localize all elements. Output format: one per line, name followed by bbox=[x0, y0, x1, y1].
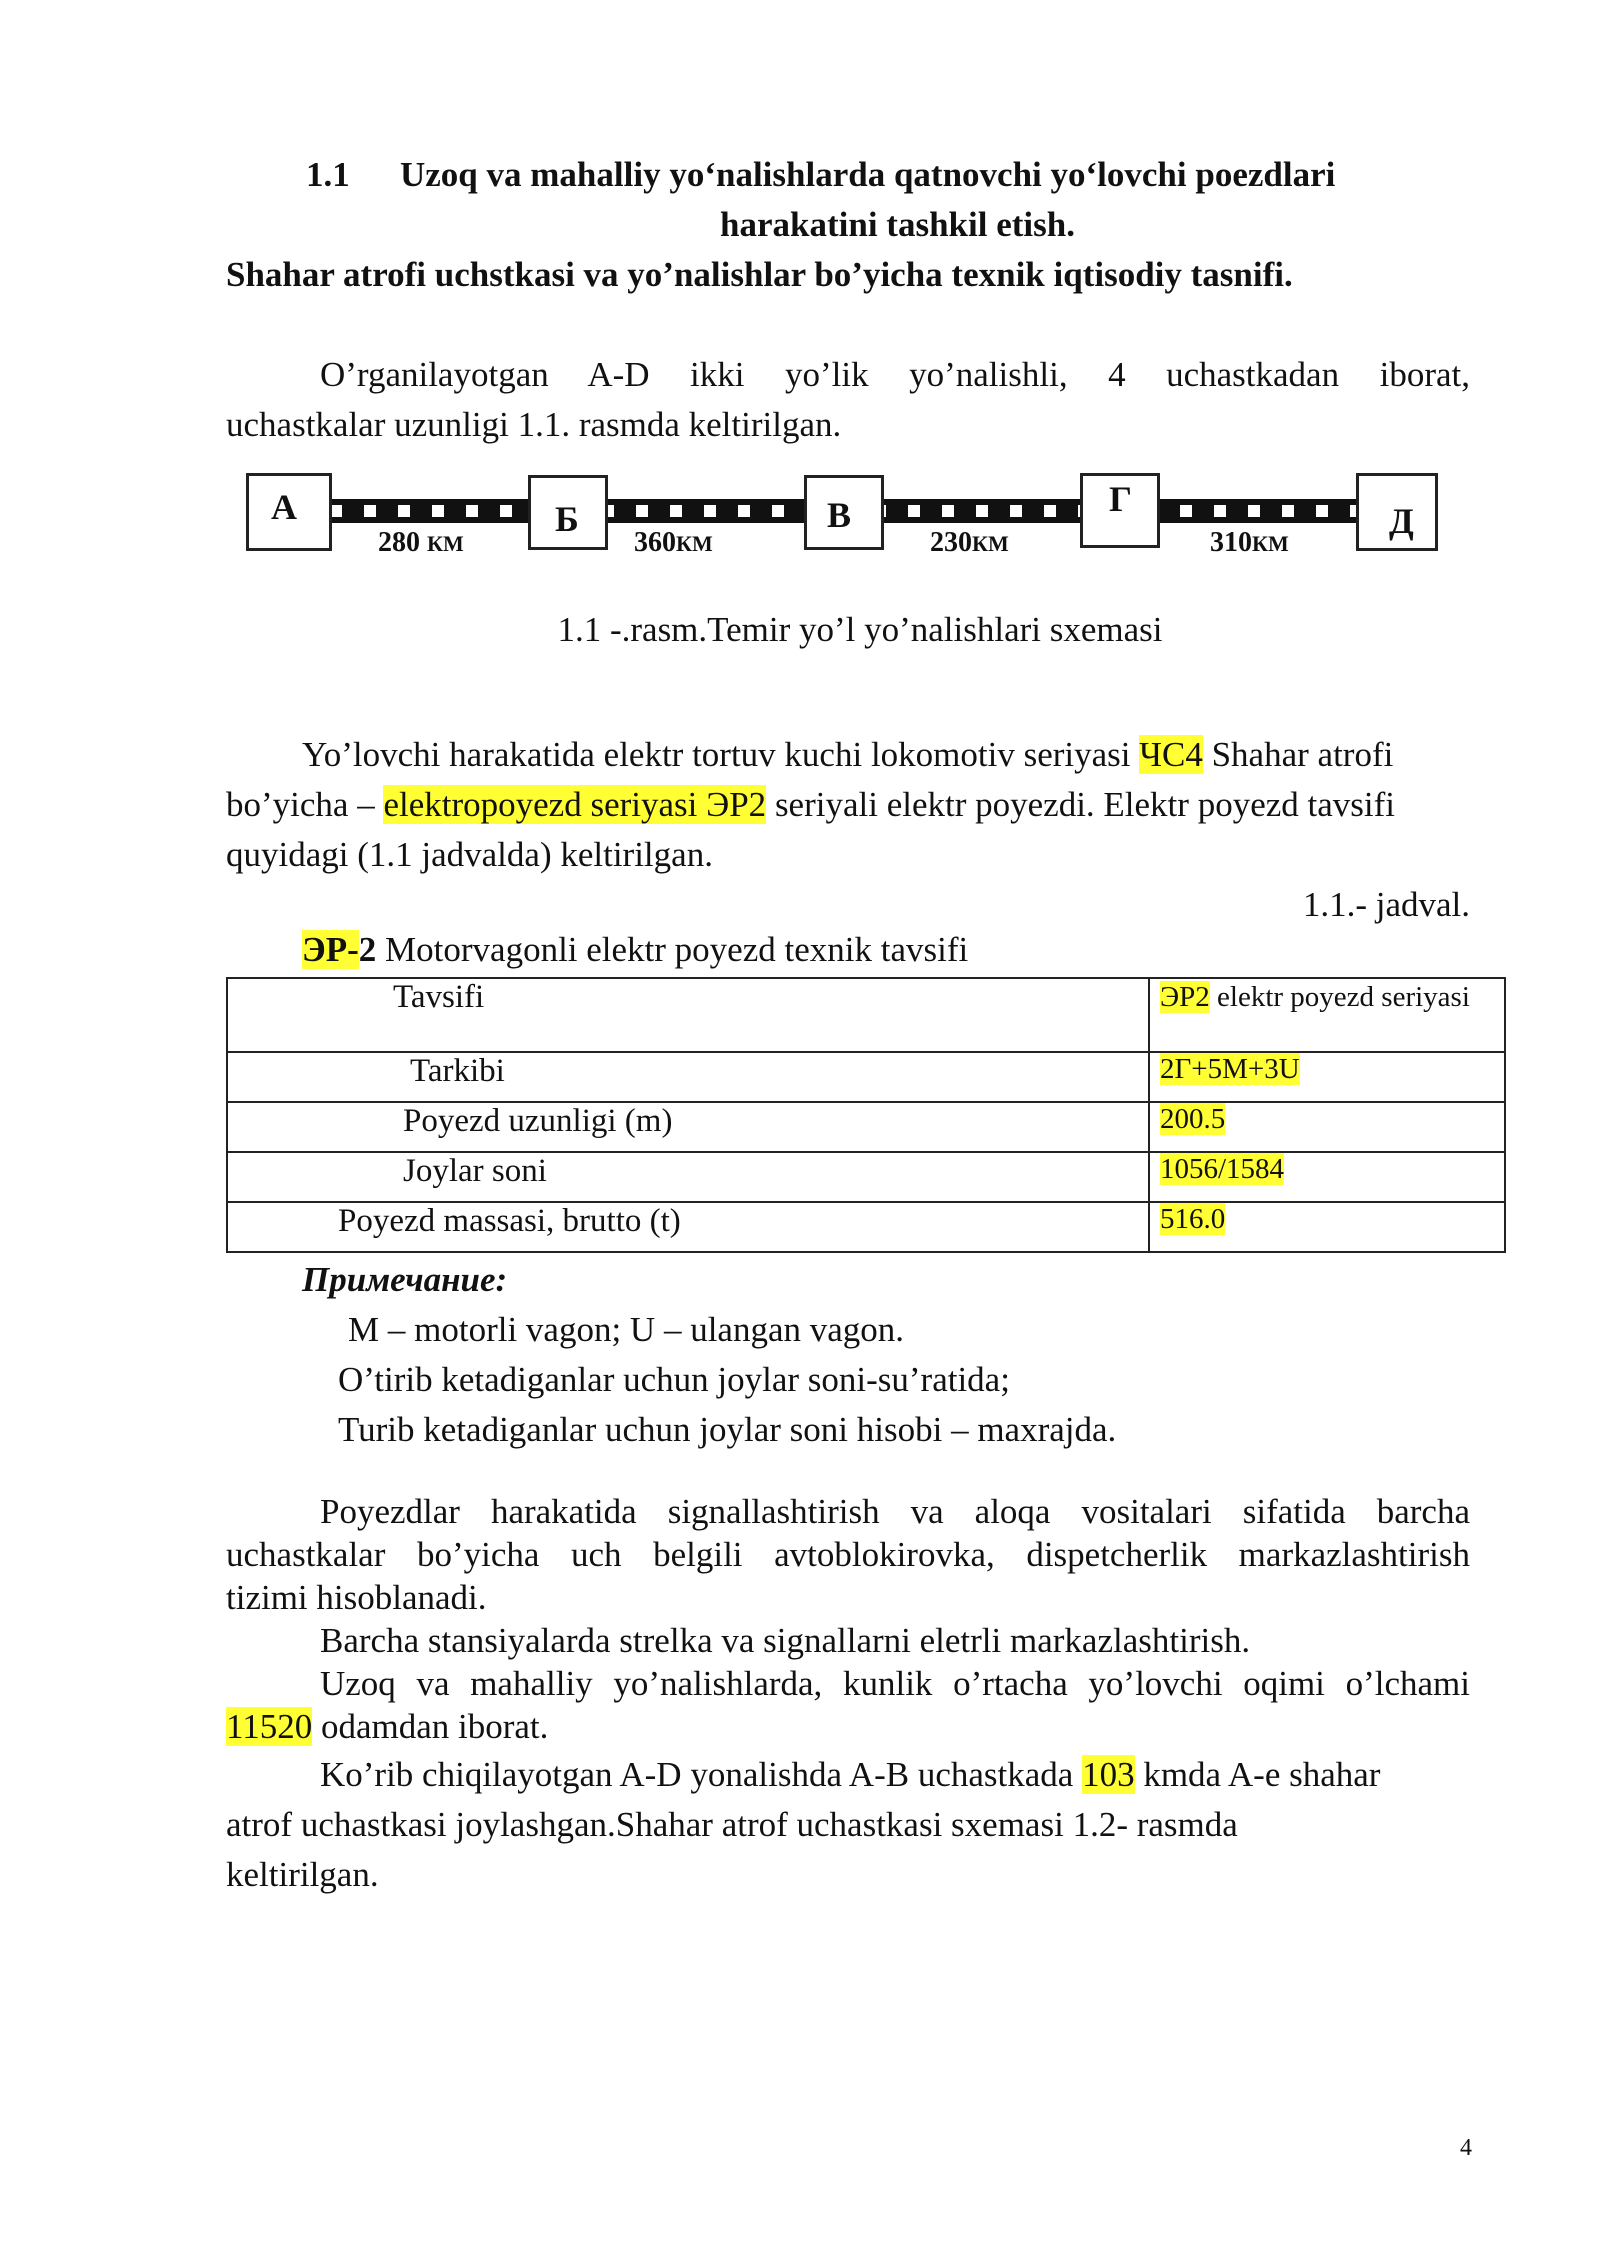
para3-line8: atrof uchastkasi joylashgan.Shahar atrof uchastkasi sxemasi 1.2- rasmda bbox=[226, 1805, 1238, 1844]
table-cell-label: Tarkibi bbox=[227, 1052, 1149, 1102]
section-number: 1.1 bbox=[306, 155, 350, 194]
para3-line6: 11520 odamdan iborat. bbox=[226, 1707, 549, 1746]
table-row bbox=[227, 1152, 1505, 1202]
station-b-box bbox=[528, 475, 608, 550]
track-segment bbox=[884, 499, 1080, 523]
track-segment bbox=[608, 499, 804, 523]
section-subtitle: Shahar atrofi uchstkasi va yo’nalishlar bo’yicha texnik iqtisodiy tasnifi. bbox=[226, 255, 1293, 294]
segment-length: 360КМ bbox=[634, 527, 713, 558]
para3-line3: tizimi hisoblanadi. bbox=[226, 1578, 487, 1617]
segment-length: 310КМ bbox=[1210, 527, 1289, 558]
section-title-line1: Uzoq va mahalliy yo‘nalishlarda qatnovchi yo‘lovchi poezdlari bbox=[400, 155, 1336, 194]
intro-line2: uchastkalar uzunligi 1.1. rasmda keltirilgan. bbox=[226, 405, 842, 444]
station-g-label: Г bbox=[1109, 479, 1132, 519]
station-b-label: Б bbox=[555, 499, 579, 539]
para3-line5: Uzoq va mahalliy yo’nalishlarda, kunlik o’rtacha yo’lovchi oqimi o’lchami bbox=[320, 1664, 1470, 1703]
track-segment bbox=[1160, 499, 1356, 523]
para2-line1: Yo’lovchi harakatida elektr tortuv kuchi lokomotiv seriyasi ЧС4 Shahar atrofi bbox=[302, 735, 1394, 774]
para2-line2: bo’yicha – elektropoyezd seriyasi ЭР2 seriyali elektr poyezdi. Elektr poyezd tavsifi bbox=[226, 785, 1395, 824]
table-number: 1.1.- jadval. bbox=[1302, 885, 1470, 924]
note-line1: M – motorli vagon; U – ulangan vagon. bbox=[348, 1310, 905, 1349]
table-cell-label: Poyezd uzunligi (m) bbox=[227, 1102, 1149, 1152]
para2-line3: quyidagi (1.1 jadvalda) keltirilgan. bbox=[226, 835, 713, 874]
note-line3: Turib ketadiganlar uchun joylar soni hisobi – maxrajda. bbox=[338, 1410, 1117, 1449]
spec-table bbox=[226, 977, 1506, 1253]
station-a-box bbox=[246, 473, 332, 551]
table-cell-label: Poyezd massasi, brutto (t) bbox=[227, 1202, 1149, 1252]
table-header-cell: ЭР2 elektr poyezd seriyasi bbox=[1149, 978, 1505, 1052]
station-a-label: А bbox=[271, 487, 297, 527]
table-row bbox=[227, 1202, 1505, 1252]
table-row bbox=[227, 1052, 1505, 1102]
segment-length: 280 КМ bbox=[378, 527, 464, 558]
para3-line7: Ko’rib chiqilayotgan A-D yonalishda A-B uchastkada 103 kmda A-e shahar bbox=[320, 1755, 1381, 1794]
railway-scheme bbox=[240, 465, 1445, 565]
table-title: ЭР-2 Motorvagonli elektr poyezd texnik tavsifi bbox=[302, 930, 969, 969]
para3-line4: Barcha stansiyalarda strelka va signallarni eletrli markazlashtirish. bbox=[320, 1621, 1251, 1660]
section-title-line2: harakatini tashkil etish. bbox=[720, 205, 1075, 244]
table-cell-label: Joylar soni bbox=[227, 1152, 1149, 1202]
table-cell-value: 200.5 bbox=[1149, 1102, 1505, 1152]
station-v-box bbox=[804, 475, 884, 550]
table-header-cell: Tavsifi bbox=[227, 978, 1149, 1052]
station-d-box bbox=[1356, 473, 1438, 551]
table-cell-value: 2Г+5М+3U bbox=[1149, 1052, 1505, 1102]
page-number: 4 bbox=[1460, 2135, 1472, 2161]
table-header-row bbox=[227, 978, 1505, 1052]
para3-line2: uchastkalar bo’yicha uch belgili avtoblokirovka, dispetcherlik markazlashtirish bbox=[226, 1535, 1470, 1574]
table-cell-value: 516.0 bbox=[1149, 1202, 1505, 1252]
segment-length: 230КМ bbox=[930, 527, 1009, 558]
track-segment bbox=[332, 499, 528, 523]
scheme-caption: 1.1 -.rasm.Temir yo’l yo’nalishlari sxemasi bbox=[557, 610, 1163, 649]
para3-line1: Poyezdlar harakatida signallashtirish va aloqa vositalari sifatida barcha bbox=[320, 1492, 1470, 1531]
station-g-box bbox=[1080, 473, 1160, 548]
table-cell-value: 1056/1584 bbox=[1149, 1152, 1505, 1202]
note-line2: O’tirib ketadiganlar uchun joylar soni-su’ratida; bbox=[338, 1360, 1010, 1399]
table-row bbox=[227, 1102, 1505, 1152]
note-title: Примечание: bbox=[302, 1260, 508, 1299]
station-v-label: В bbox=[827, 495, 852, 535]
intro-line1: O’rganilayotgan A-D ikki yo’lik yo’nalishli, 4 uchastkadan iborat, bbox=[320, 355, 1470, 394]
station-d-label: Д bbox=[1389, 501, 1414, 541]
para3-line9: keltirilgan. bbox=[226, 1855, 379, 1894]
